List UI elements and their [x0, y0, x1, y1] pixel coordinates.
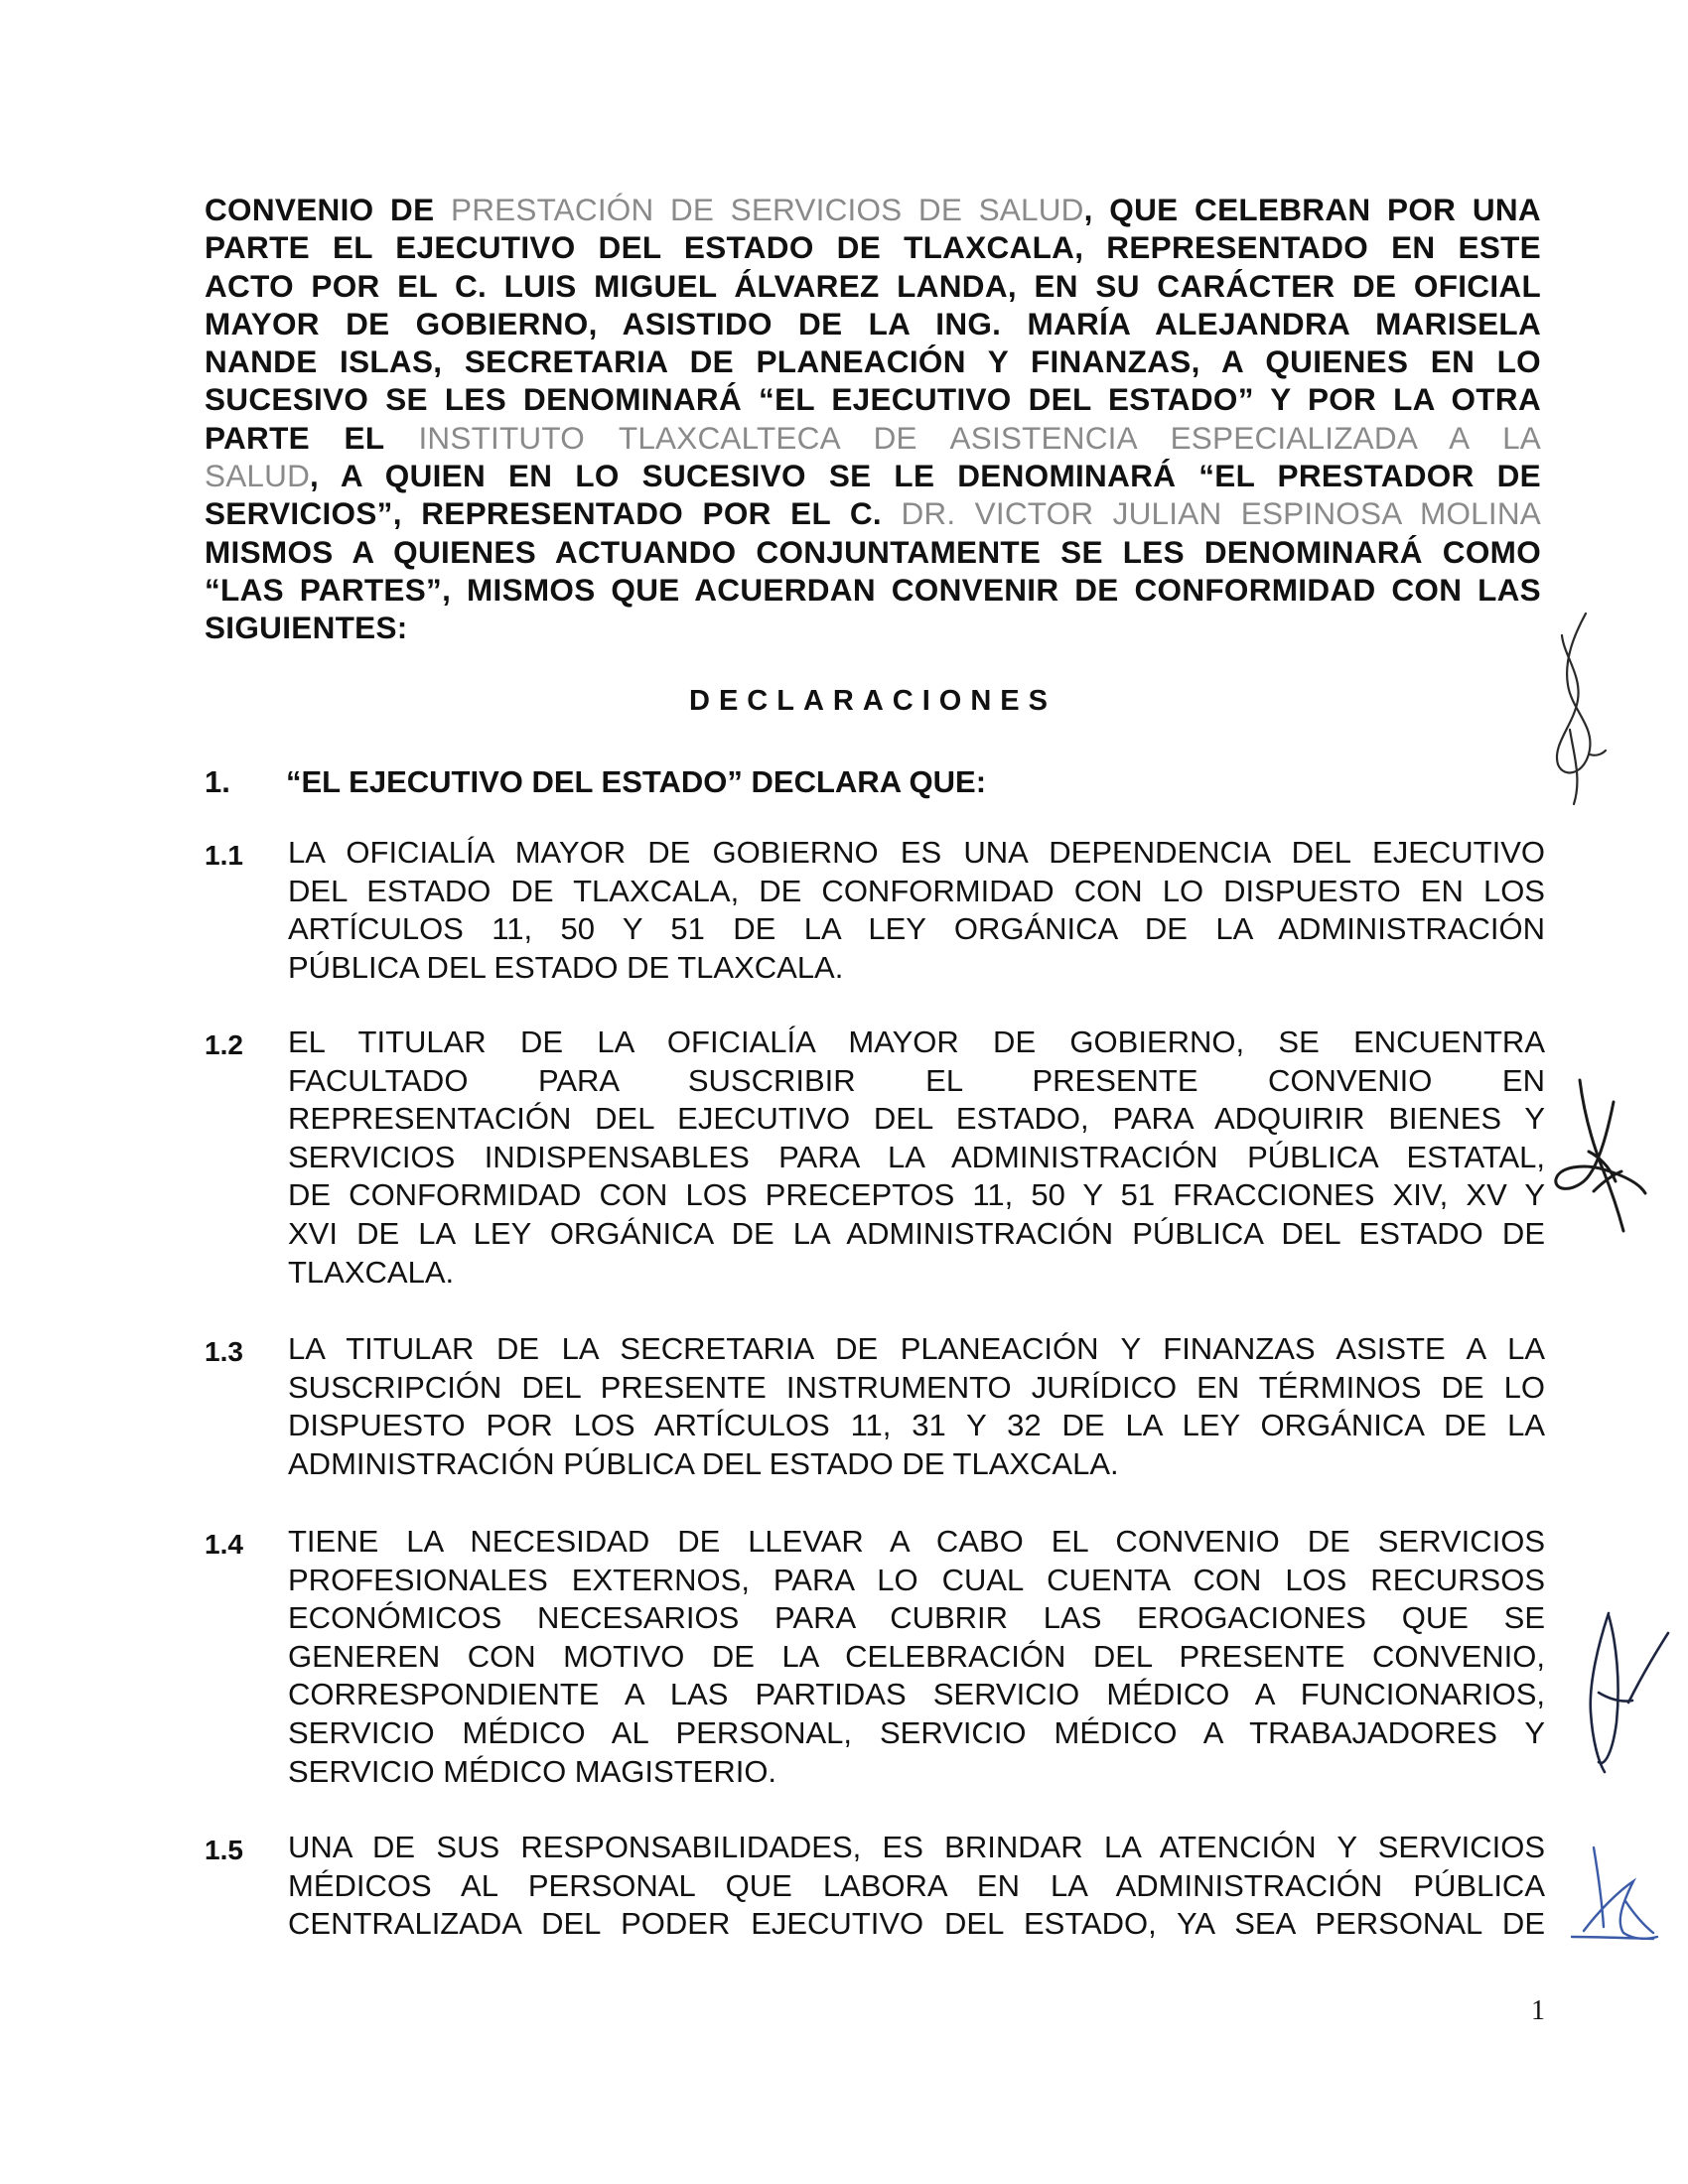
- intro-line: PARTE EL INSTITUTO TLAXCALTECA DE ASISTENCIA ESPECIALIZADA A LA: [205, 419, 1541, 456]
- item-text: TIENE LA NECESIDAD DE LLEVAR A CABO EL CONVENIO DE SERVICIOS PROFESIONALES EXTERNOS, PARA LO CUAL CUENTA CON LOS RECURSOS ECONÓMICOS NECESARIOS PARA CUBRIR LAS EROGACIONES QUE SE GENEREN CON MOTIVO DE LA CELEBRACIÓN DEL PRESENTE CONVENIO, CORRESPONDIENTE A LAS PARTIDAS SERVICIO MÉDICO A FUNCIONARIOS, SERVICIO MÉDICO AL PERSONAL, SERVICIO MÉDICO A TRABAJADORES Y SERVICIO MÉDICO MAGISTERIO.: [288, 1524, 1545, 1789]
- intro-line: SALUD, A QUIEN EN LO SUCESIVO SE LE DENOMINARÁ “EL PRESTADOR DE: [205, 458, 1541, 494]
- item-text: UNA DE SUS RESPONSABILIDADES, ES BRINDAR LA ATENCIÓN Y SERVICIOS MÉDICOS AL PERSONAL QUE LABORA EN LA ADMINISTRACIÓN PÚBLICA CENTRALIZADA DEL PODER EJECUTIVO DEL ESTADO, YA SEA PERSONAL DE: [288, 1830, 1545, 1942]
- intro-line: MAYOR DE GOBIERNO, ASISTIDO DE LA ING. MARÍA ALEJANDRA MARISELA: [205, 305, 1541, 341]
- convenio-intro-paragraph: [205, 191, 1541, 647]
- faded-text: DR. VICTOR JULIAN ESPINOSA MOLINA: [901, 495, 1542, 532]
- item-text: LA TITULAR DE LA SECRETARIA DE PLANEACIÓN Y FINANZAS ASISTE A LA SUSCRIPCIÓN DEL PRESENTE INSTRUMENTO JURÍDICO EN TÉRMINOS DE LO DISPUESTO POR LOS ARTÍCULOS 11, 31 Y 32 DE LA LEY ORGÁNICA DE LA ADMINISTRACIÓN PÚBLICA DEL ESTADO DE TLAXCALA.: [288, 1331, 1545, 1481]
- faded-text: PRESTACIÓN DE SERVICIOS DE SALUD: [451, 192, 1084, 227]
- intro-line: PARTE EL EJECUTIVO DEL ESTADO DE TLAXCALA, REPRESENTADO EN ESTE: [205, 229, 1541, 266]
- item-number: 1.5: [205, 1835, 243, 1865]
- intro-line: SIGUIENTES:: [205, 610, 408, 646]
- intro-line: MISMOS A QUIENES ACTUANDO CONJUNTAMENTE SE LES DENOMINARÁ COMO: [205, 533, 1541, 570]
- page-number: 1: [1531, 1995, 1545, 2026]
- intro-line: SUCESIVO SE LES DENOMINARÁ “EL EJECUTIVO DEL ESTADO” Y POR LA OTRA: [205, 381, 1541, 418]
- declaraciones-heading: DECLARACIONES: [689, 685, 1056, 717]
- section-number: 1.: [205, 764, 230, 799]
- faded-text: INSTITUTO TLAXCALTECA DE ASISTENCIA ESPECIALIZADA A LA: [418, 419, 1541, 456]
- item-number: 1.4: [205, 1529, 243, 1560]
- intro-line: “LAS PARTES”, MISMOS QUE ACUERDAN CONVENIR DE CONFORMIDAD CON LAS: [205, 571, 1541, 608]
- signature-icon: [1569, 1603, 1678, 1787]
- signature-icon: [1544, 1072, 1653, 1246]
- section-title: “EL EJECUTIVO DEL ESTADO” DECLARA QUE:: [286, 764, 987, 799]
- item-text: LA OFICIALÍA MAYOR DE GOBIERNO ES UNA DEPENDENCIA DEL EJECUTIVO DEL ESTADO DE TLAXCALA, DE CONFORMIDAD CON LO DISPUESTO EN LOS ARTÍCULOS 11, 50 Y 51 DE LA LEY ORGÁNICA DE LA ADMINISTRACIÓN PÚBLICA DEL ESTADO DE TLAXCALA.: [288, 835, 1545, 985]
- intro-line: SERVICIOS”, REPRESENTADO POR EL C. DR. VICTOR JULIAN ESPINOSA MOLINA: [205, 495, 1542, 532]
- signature-icon: [1564, 1842, 1663, 1956]
- intro-line: NANDE ISLAS, SECRETARIA DE PLANEACIÓN Y FINANZAS, A QUIENES EN LO: [205, 343, 1541, 380]
- signature-icon: [1534, 606, 1614, 819]
- item-number: 1.2: [205, 1029, 243, 1060]
- intro-line: ACTO POR EL C. LUIS MIGUEL ÁLVAREZ LANDA, EN SU CARÁCTER DE OFICIAL: [205, 267, 1541, 304]
- item-text: EL TITULAR DE LA OFICIALÍA MAYOR DE GOBIERNO, SE ENCUENTRA FACULTADO PARA SUSCRIBIR EL PRESENTE CONVENIO EN REPRESENTACIÓN DEL EJECUTIVO DEL ESTADO, PARA ADQUIRIR BIENES Y SERVICIOS INDISPENSABLES PARA LA ADMINISTRACIÓN PÚBLICA ESTATAL, DE CONFORMIDAD CON LOS PRECEPTOS 11, 50 Y 51 FRACCIONES XIV, XV Y XVI DE LA LEY ORGÁNICA DE LA ADMINISTRACIÓN PÚBLICA DEL ESTADO DE TLAXCALA.: [288, 1024, 1545, 1290]
- item-number: 1.3: [205, 1336, 243, 1367]
- intro-line: CONVENIO DE PRESTACIÓN DE SERVICIOS DE SALUD, QUE CELEBRAN POR UNA: [205, 192, 1541, 227]
- item-number: 1.1: [205, 840, 243, 871]
- faded-text: SALUD: [205, 458, 311, 494]
